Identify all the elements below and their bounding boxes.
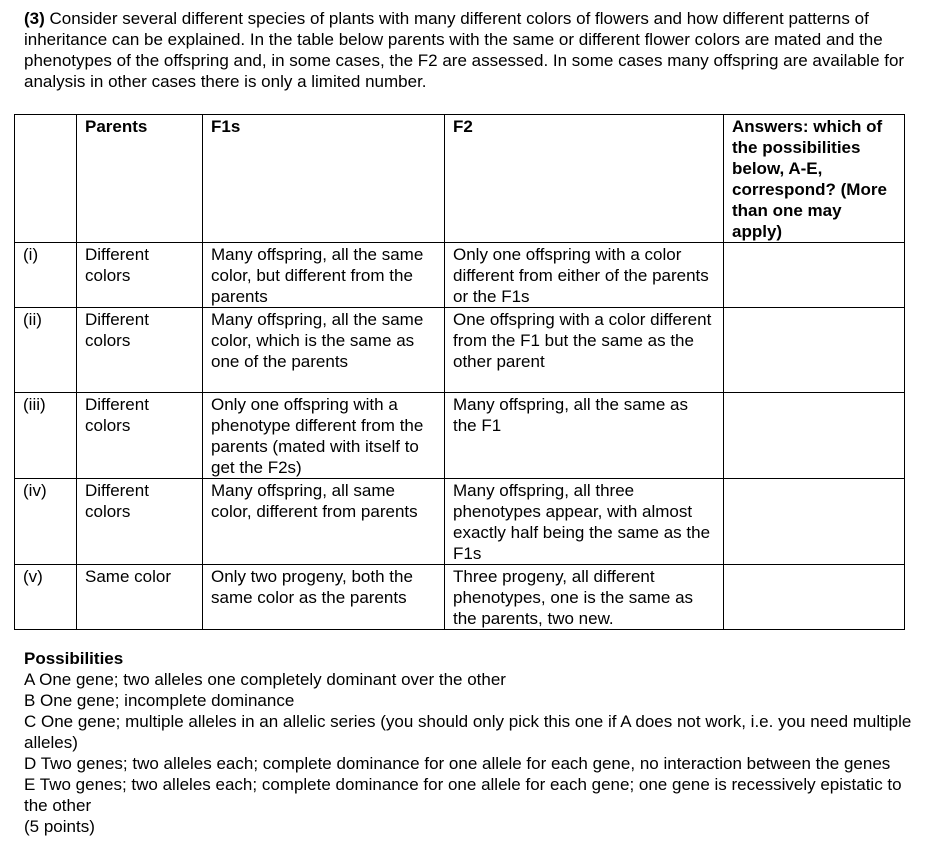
header-num [15,115,77,243]
header-f1: F1s [203,115,445,243]
row-f2: Three progeny, all different phenotypes, one is the same as the parents, two new. [445,565,724,630]
row-parents: Different colors [77,243,203,308]
possibility-item: A One gene; two alleles one completely dominant over the other [24,670,506,689]
row-f1: Many offspring, all same color, different from parents [203,479,445,565]
possibility-item: C One gene; multiple alleles in an allelic series (you should only pick this one if A does not work, i.e. you need multiple alleles) [24,712,912,752]
points-label: (5 points) [24,817,95,836]
possibilities-section [24,648,919,837]
row-num: (i) [15,243,77,308]
row-num: (ii) [15,308,77,393]
row-num: (v) [15,565,77,630]
row-answer-cell[interactable] [724,308,905,393]
row-parents: Same color [77,565,203,630]
table-row [15,565,905,630]
table-row [15,393,905,479]
question-text [24,8,914,92]
row-answer-cell[interactable] [724,479,905,565]
row-f1: Only two progeny, both the same color as the parents [203,565,445,630]
header-f2: F2 [445,115,724,243]
row-parents: Different colors [77,308,203,393]
row-num: (iv) [15,479,77,565]
row-f1: Only one offspring with a phenotype different from the parents (mated with itself to get the F2s) [203,393,445,479]
possibility-item: E Two genes; two alleles each; complete dominance for one allele for each gene; one gene is recessively epistatic to the other [24,775,902,815]
possibilities-title: Possibilities [24,649,124,668]
row-answer-cell[interactable] [724,565,905,630]
possibility-item: B One gene; incomplete dominance [24,691,295,710]
table-row [15,308,905,393]
header-parents: Parents [77,115,203,243]
row-answer-cell[interactable] [724,243,905,308]
row-answer-cell[interactable] [724,393,905,479]
question-body: Consider several different species of plants with many different colors of flowers and how different patterns of inheritance can be explained. In the table below parents with the same or different flower colors are mated and the phenotypes of the offspring and, in some cases, the F2 are assessed. In some cases many offspring are available for analysis in other cases there is only a limited number. [24,9,905,91]
row-f1: Many offspring, all the same color, which is the same as one of the parents [203,308,445,393]
inheritance-table [14,114,905,630]
question-number: (3) [24,9,45,28]
table-row [15,243,905,308]
row-f2: Only one offspring with a color different from either of the parents or the F1s [445,243,724,308]
row-num: (iii) [15,393,77,479]
header-answers: Answers: which of the possibilities below, A-E, correspond? (More than one may apply) [724,115,905,243]
row-f1: Many offspring, all the same color, but different from the parents [203,243,445,308]
row-f2: One offspring with a color different from the F1 but the same as the other parent [445,308,724,393]
row-parents: Different colors [77,479,203,565]
row-f2: Many offspring, all three phenotypes appear, with almost exactly half being the same as the F1s [445,479,724,565]
possibility-item: D Two genes; two alleles each; complete dominance for one allele for each gene, no interaction between the genes [24,754,891,773]
row-parents: Different colors [77,393,203,479]
row-f2: Many offspring, all the same as the F1 [445,393,724,479]
table-header-row [15,115,905,243]
table-row [15,479,905,565]
